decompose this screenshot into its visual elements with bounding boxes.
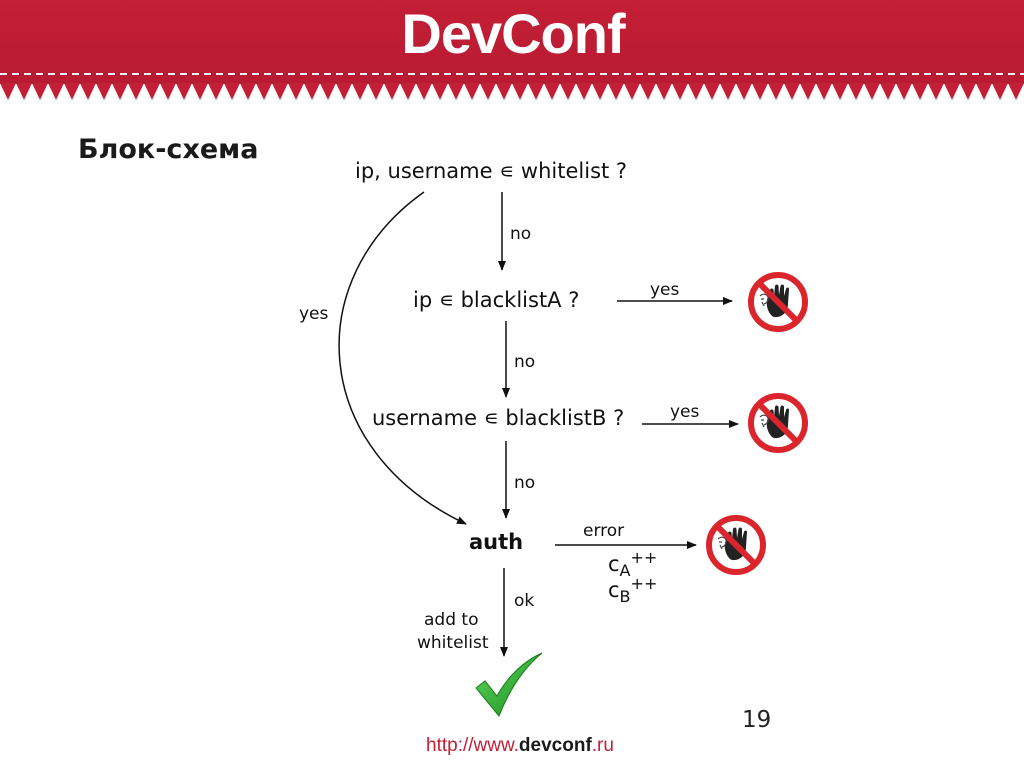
edge-label-blacklistA-yes: yes bbox=[650, 280, 680, 300]
devconf-logo: DevConf bbox=[401, 2, 625, 65]
counter-a-sub: A bbox=[619, 561, 631, 581]
edge-label-auth-error: error bbox=[583, 521, 625, 541]
counter-b-sub: B bbox=[619, 587, 631, 607]
green-checkmark-icon bbox=[472, 650, 546, 720]
edge-label-whitelist-yes: yes bbox=[299, 304, 329, 324]
page-number: 19 bbox=[742, 707, 772, 733]
counter-a-base: c bbox=[608, 552, 620, 576]
edge-label-blacklistA-no: no bbox=[514, 352, 536, 372]
counter-a-sup: ++ bbox=[630, 548, 658, 567]
edge-label-whitelist: whitelist bbox=[417, 633, 489, 653]
footer-url[interactable] bbox=[426, 735, 614, 757]
counter-b-base: c bbox=[608, 578, 620, 602]
stop-hand-icon bbox=[748, 393, 808, 453]
edge-label-add-to: add to bbox=[424, 610, 479, 630]
edge-label-auth-ok: ok bbox=[514, 591, 535, 611]
node-blacklistA-check: ip ∊ blacklistA ? bbox=[413, 288, 580, 312]
node-whitelist-check: ip, username ∊ whitelist ? bbox=[355, 159, 628, 183]
node-blacklistB-check: username ∊ blacklistB ? bbox=[372, 406, 625, 430]
footer-url-prefix: http://www. bbox=[426, 735, 519, 756]
stop-hand-icon bbox=[706, 515, 766, 575]
counter-b bbox=[608, 574, 657, 606]
edge-label-whitelist-no: no bbox=[510, 224, 532, 244]
arrow-whitelist-to-auth bbox=[339, 192, 466, 524]
stop-hand-icon bbox=[748, 272, 808, 332]
slide-title: Блок-схема bbox=[78, 134, 259, 165]
edge-label-blacklistB-yes: yes bbox=[670, 402, 700, 422]
footer-url-domain: devconf bbox=[518, 735, 592, 756]
footer-url-suffix: .ru bbox=[591, 735, 614, 756]
node-auth: auth bbox=[469, 530, 524, 554]
edge-label-blacklistB-no: no bbox=[514, 473, 536, 493]
counter-b-sup: ++ bbox=[630, 574, 658, 593]
